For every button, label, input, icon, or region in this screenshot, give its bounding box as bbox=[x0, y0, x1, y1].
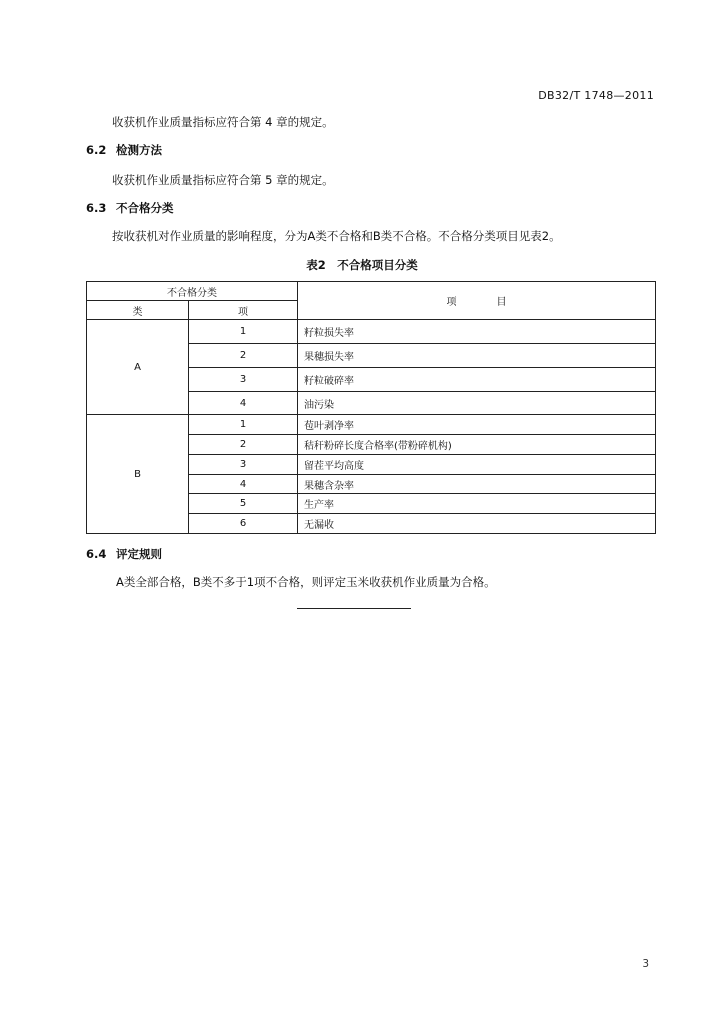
table-group-header: 不合格分类 bbox=[87, 282, 298, 301]
table-header-class: 类 bbox=[87, 301, 189, 320]
item-name-cell: 生产率 bbox=[298, 494, 656, 514]
item-number-cell: 2 bbox=[189, 435, 298, 455]
section-title: 不合格分类 bbox=[116, 201, 174, 215]
table-title: 表2 不合格项目分类 bbox=[306, 258, 418, 272]
paragraph-evaluation-rules: A类全部合格，B类不多于1项不合格，则评定玉米收获机作业质量为合格。 bbox=[116, 575, 496, 589]
item-number-cell: 5 bbox=[189, 494, 298, 514]
table-header-item: 项 目 bbox=[298, 282, 656, 320]
item-name-cell: 籽粒损失率 bbox=[298, 320, 656, 344]
section-heading-6-4 bbox=[86, 546, 162, 562]
page-number: 3 bbox=[642, 958, 649, 970]
item-name-cell: 籽粒破碎率 bbox=[298, 368, 656, 392]
item-number-cell: 4 bbox=[189, 475, 298, 494]
item-number-cell: 6 bbox=[189, 514, 298, 534]
item-number-cell: 3 bbox=[189, 455, 298, 475]
class-cell-b: B bbox=[87, 415, 189, 534]
paragraph-quality-requirements: 收获机作业质量指标应符合第 4 章的规定。 bbox=[112, 115, 334, 129]
section-number: 6.4 bbox=[86, 547, 107, 561]
section-heading-6-3 bbox=[86, 200, 174, 216]
class-cell-a: A bbox=[87, 320, 189, 415]
item-number-cell: 1 bbox=[189, 320, 298, 344]
section-title: 评定规则 bbox=[116, 547, 162, 561]
section-heading-6-2 bbox=[86, 142, 162, 158]
paragraph-nonconformity-classes: 按收获机对作业质量的影响程度，分为A类不合格和B类不合格。不合格分类项目见表2。 bbox=[112, 229, 561, 243]
item-name-cell: 苞叶剥净率 bbox=[298, 415, 656, 435]
item-number-cell: 4 bbox=[189, 392, 298, 415]
item-name-cell: 油污染 bbox=[298, 392, 656, 415]
section-number: 6.2 bbox=[86, 143, 107, 157]
nonconformity-table bbox=[86, 281, 656, 534]
item-name-cell: 果穗损失率 bbox=[298, 344, 656, 368]
item-name-cell: 秸秆粉碎长度合格率(带粉碎机构) bbox=[298, 435, 656, 455]
item-number-cell: 1 bbox=[189, 415, 298, 435]
paragraph-test-methods: 收获机作业质量指标应符合第 5 章的规定。 bbox=[112, 173, 334, 187]
section-number: 6.3 bbox=[86, 201, 107, 215]
item-name-cell: 无漏收 bbox=[298, 514, 656, 534]
section-title: 检测方法 bbox=[116, 143, 162, 157]
item-number-cell: 3 bbox=[189, 368, 298, 392]
doc-code-header: DB32/T 1748—2011 bbox=[538, 89, 654, 102]
item-number-cell: 2 bbox=[189, 344, 298, 368]
table-header-item-no: 项 bbox=[189, 301, 298, 320]
item-name-cell: 留茬平均高度 bbox=[298, 455, 656, 475]
item-name-cell: 果穗含杂率 bbox=[298, 475, 656, 494]
table-row bbox=[87, 320, 656, 344]
end-of-document-rule bbox=[297, 608, 411, 609]
table-row bbox=[87, 415, 656, 435]
